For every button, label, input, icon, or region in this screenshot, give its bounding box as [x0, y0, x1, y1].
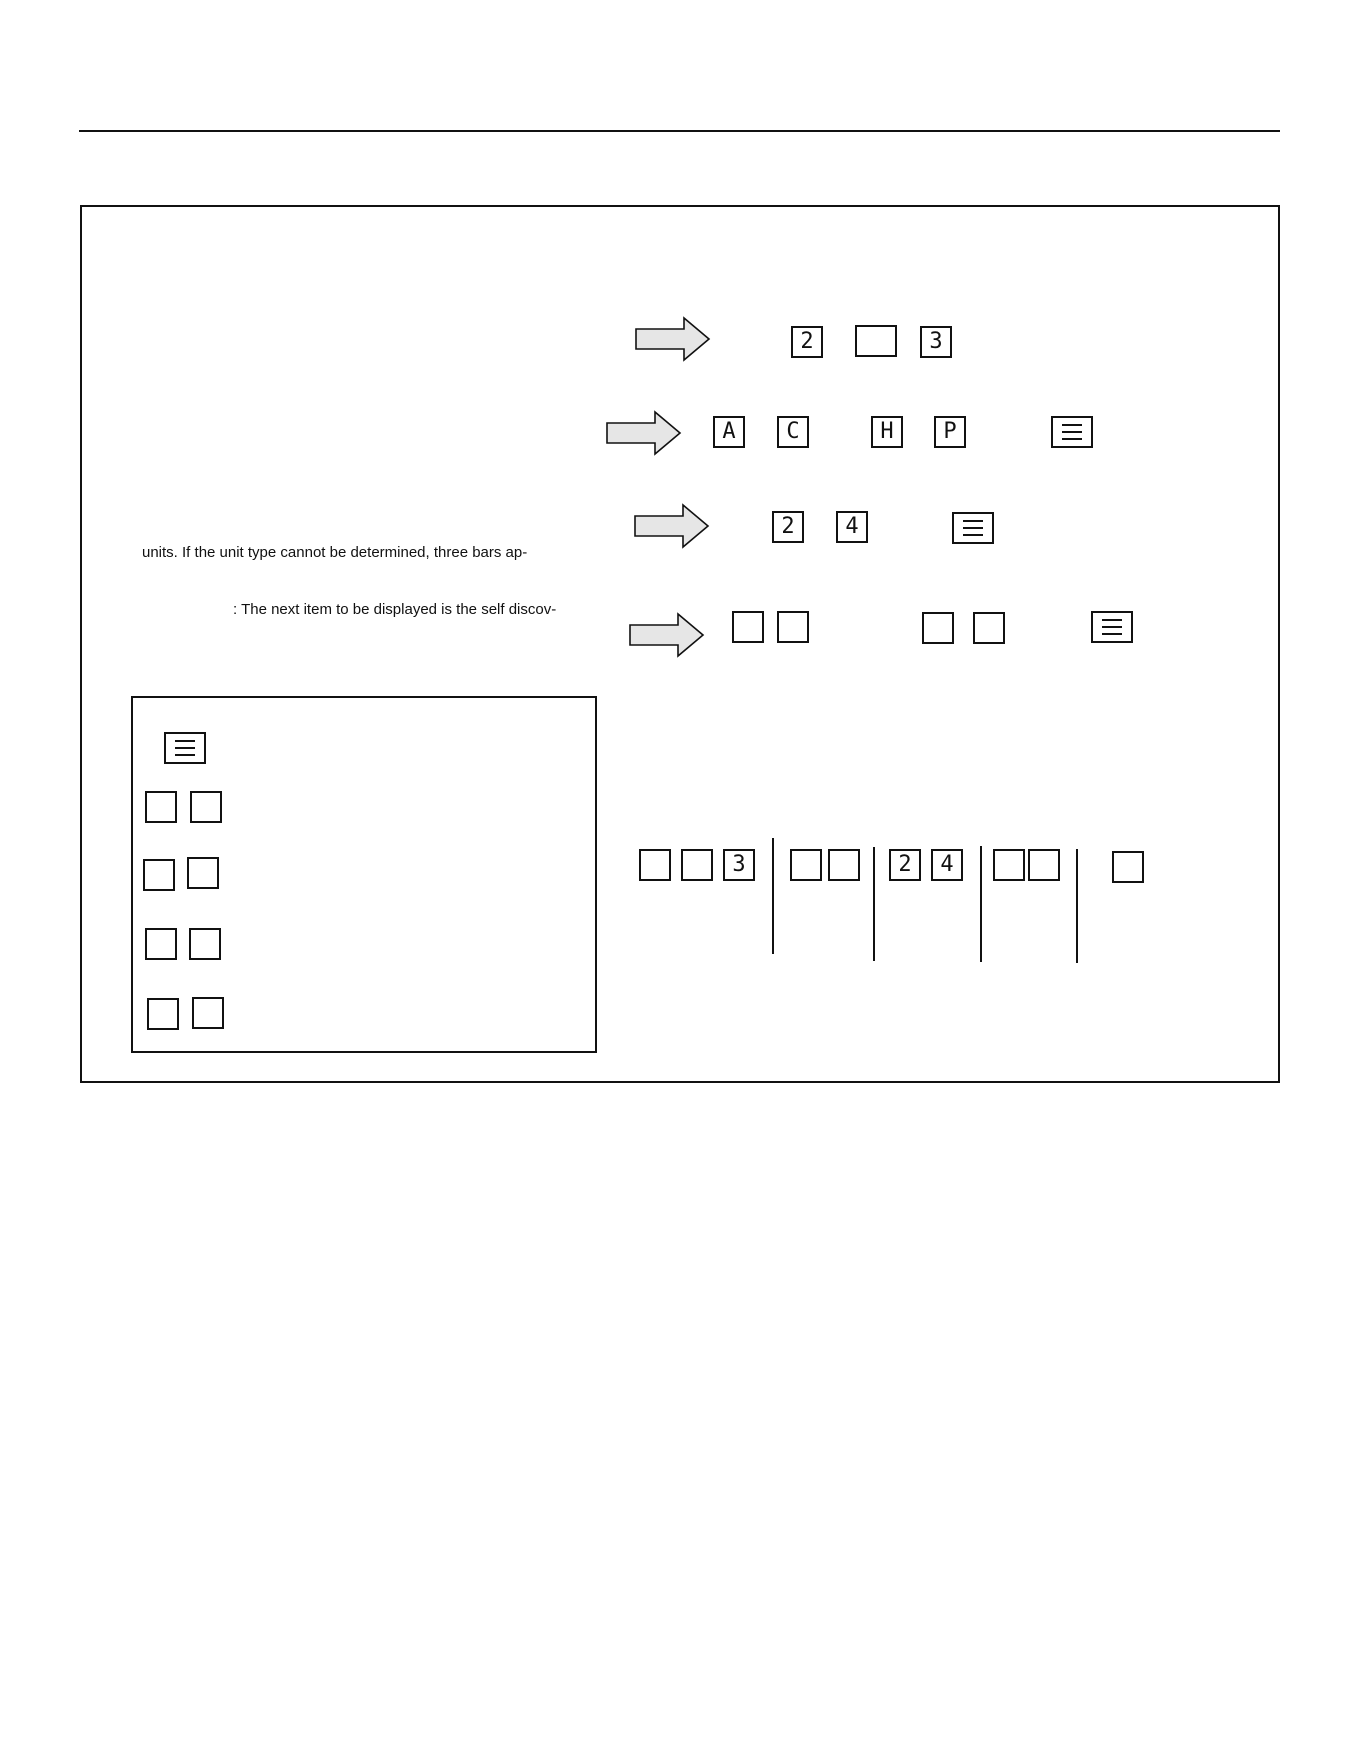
right-arrow-icon: [628, 612, 706, 658]
display-digit: 2: [889, 849, 921, 881]
display-digit: 2: [791, 326, 823, 358]
display-digit: 4: [931, 849, 963, 881]
display-digit: [143, 859, 175, 891]
display-digit: A: [713, 416, 745, 448]
three-bars-icon: [164, 732, 206, 764]
display-digit: [922, 612, 954, 644]
display-digit: [1112, 851, 1144, 883]
display-digit: [147, 998, 179, 1030]
body-text-line-1: units. If the unit type cannot be determined, three bars ap-: [142, 544, 528, 561]
right-arrow-icon: [633, 503, 711, 549]
right-arrow-icon: [605, 410, 683, 456]
three-bars-icon: [952, 512, 994, 544]
display-digit: [189, 928, 221, 960]
column-divider: [873, 847, 875, 961]
display-digit: 3: [723, 849, 755, 881]
display-digit: H: [871, 416, 903, 448]
display-digit: 4: [836, 511, 868, 543]
display-digit: [777, 611, 809, 643]
display-digit: [973, 612, 1005, 644]
column-divider: [772, 838, 774, 954]
body-text-line-2: : The next item to be displayed is the self discov-: [233, 601, 557, 618]
display-digit: [190, 791, 222, 823]
display-digit: 2: [772, 511, 804, 543]
display-digit: [1028, 849, 1060, 881]
display-digit: [187, 857, 219, 889]
display-digit: [145, 791, 177, 823]
display-digit: [732, 611, 764, 643]
display-digit: 3: [920, 326, 952, 358]
three-bars-icon: [1091, 611, 1133, 643]
right-arrow-icon: [634, 316, 712, 362]
display-digit: [639, 849, 671, 881]
header-rule: [79, 130, 1280, 132]
column-divider: [980, 846, 982, 962]
display-digit: [192, 997, 224, 1029]
display-digit: P: [934, 416, 966, 448]
display-digit: [790, 849, 822, 881]
display-digit: C: [777, 416, 809, 448]
display-digit: [855, 325, 897, 357]
display-digit: [828, 849, 860, 881]
column-divider: [1076, 849, 1078, 963]
display-digit: [993, 849, 1025, 881]
display-digit: [681, 849, 713, 881]
display-digit: [145, 928, 177, 960]
three-bars-icon: [1051, 416, 1093, 448]
